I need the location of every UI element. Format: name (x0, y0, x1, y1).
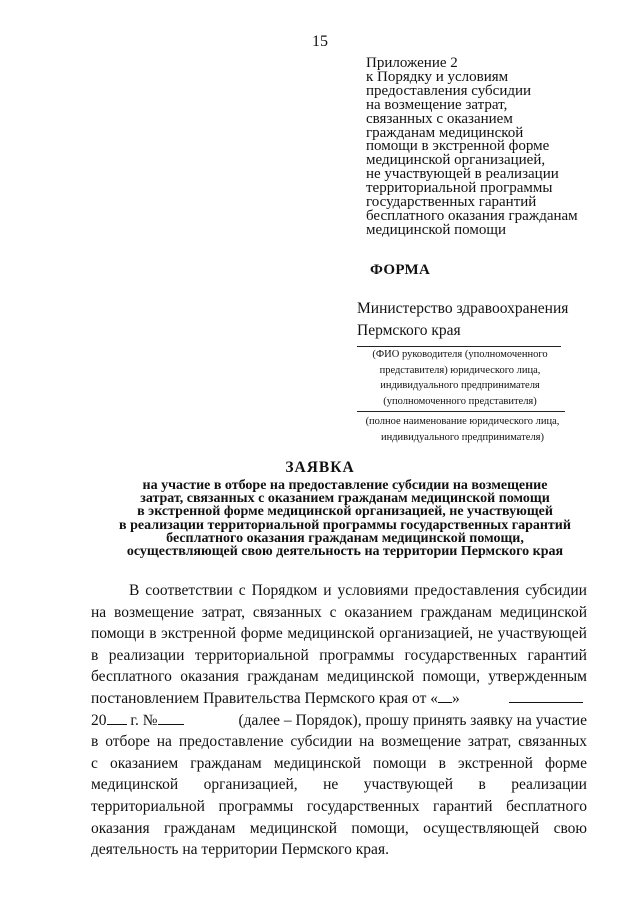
day-blank[interactable] (438, 688, 452, 703)
resolution-date-prefix: постановлением Правительства Пермского края от « (91, 689, 438, 707)
word: государственных (404, 646, 518, 664)
word: оказания (91, 819, 150, 837)
word: утвержденным (488, 668, 587, 686)
word: субсидии (525, 582, 587, 599)
year-prefix: 20 (91, 711, 107, 729)
appendix-line: помощи в экстренной форме (366, 138, 550, 155)
caption-line: индивидуального предпринимателя) (380, 431, 545, 443)
word: медицинской (326, 668, 415, 686)
number-prefix: г. № (130, 711, 158, 729)
word: программы (319, 646, 395, 664)
word: гражданам (190, 754, 262, 772)
word: гражданам (247, 668, 319, 686)
word: медицинской (499, 603, 587, 621)
word: в (478, 776, 486, 794)
body-line: деятельность на территории Пермского края. (91, 841, 389, 859)
word: затрат, (467, 733, 512, 751)
word: на (156, 733, 172, 751)
number-blank[interactable] (158, 710, 184, 725)
word: в (91, 646, 99, 664)
body-line (91, 666, 587, 688)
word: помощи, (351, 819, 409, 837)
appendix-line: на возмещение затрат, (366, 96, 508, 113)
appendix-line: гражданам медицинской (366, 124, 524, 141)
word: бесплатного (506, 797, 587, 815)
word: предоставления (414, 582, 520, 599)
body-line (91, 731, 587, 753)
word: в (91, 733, 99, 751)
word: государственных (306, 797, 420, 815)
appendix-line: связанных с оказанием (366, 110, 513, 127)
word: участвующей (497, 625, 587, 643)
caption-line: (полное наименование юридического лица, (365, 416, 560, 427)
body-line (91, 688, 587, 710)
word: с (91, 754, 98, 772)
word: бесплатного (91, 668, 172, 686)
addressee (357, 298, 568, 342)
subtitle-line: в реализации территориальной программы государственных гарантий (119, 517, 571, 533)
word: медицинской (249, 819, 338, 837)
appendix-line: медицинской организацией, (366, 152, 546, 169)
word: территориальной (194, 646, 309, 664)
appendix-line: территориальной программы (366, 180, 553, 197)
caption-line: представителя) юридического лица, (379, 364, 541, 376)
page-number: 15 (312, 33, 328, 50)
word: медицинской (287, 625, 375, 643)
word: не (323, 776, 339, 794)
word: отборе (105, 733, 150, 751)
word: и (323, 582, 332, 599)
word: гражданам (164, 819, 236, 837)
appendix-header (366, 57, 626, 238)
word: организацией, (379, 625, 474, 643)
word: осуществляющей (423, 819, 540, 837)
word: связанных (518, 733, 587, 751)
subtitle-line: осуществляющей свою деятельность на территории Пермского края (126, 544, 564, 560)
word: на (91, 603, 107, 621)
document-subtitle (60, 479, 630, 558)
word: В (129, 582, 140, 599)
org-caption (345, 414, 580, 445)
body-paragraph (91, 580, 587, 861)
body-line (91, 645, 587, 667)
word: с (329, 603, 337, 621)
subtitle-line: затрат, связанных с оказанием гражданам медицинской помощи (140, 491, 550, 507)
word: организацией, (203, 776, 298, 794)
fio-caption (345, 347, 575, 409)
word: субсидии (290, 733, 353, 751)
word: не (477, 625, 493, 643)
org-fill-line[interactable] (357, 411, 565, 412)
appendix-line: не участвующей в реализации (366, 166, 559, 183)
caption-line: (ФИО руководителя (уполномоченного (372, 349, 548, 360)
body-text (91, 710, 184, 732)
appendix-line: предоставления субсидии (366, 82, 532, 99)
word: экстренной (161, 625, 237, 643)
word: связанных (252, 603, 322, 621)
subtitle-line: в экстренной форме медицинской организацией, не участвующей (137, 504, 553, 520)
appendix-line: медицинской помощи (366, 221, 506, 238)
word: гарантий (433, 797, 493, 815)
word: территориальной (91, 797, 205, 815)
addressee-line-1: Министерство здравоохранения (357, 300, 569, 317)
word: в (149, 625, 157, 643)
word: реализации (108, 646, 185, 664)
word: оказанием (344, 603, 413, 621)
word: Порядком (251, 582, 318, 599)
word: в (438, 754, 446, 772)
word: соответствии (145, 582, 233, 599)
appendix-line: государственных гарантий (366, 194, 537, 211)
word: затрат, (201, 603, 246, 621)
subtitle-line: на участие в отборе на предоставление субсидии на возмещение (142, 478, 548, 493)
month-blank[interactable] (509, 688, 583, 703)
word: на (359, 733, 375, 751)
body-text: (далее – Порядок), прошу принять заявку на участие (238, 711, 587, 729)
word: гражданам (420, 603, 492, 621)
word: оказанием (109, 754, 179, 772)
word: возмещение (381, 733, 462, 751)
word: предоставление (178, 733, 284, 751)
body-line (91, 818, 587, 840)
form-label: ФОРМА (370, 262, 431, 278)
year-blank[interactable] (107, 710, 127, 725)
body-line (91, 774, 587, 796)
body-line (91, 753, 587, 775)
word: реализации (511, 776, 587, 794)
word: свою (553, 819, 587, 837)
body-line (91, 580, 587, 602)
body-line (91, 602, 587, 624)
word: экстренной (458, 754, 533, 772)
word: гарантий (527, 646, 587, 664)
word: форме (545, 754, 587, 772)
body-text (91, 688, 460, 710)
word: медицинской (273, 754, 361, 772)
body-line (91, 623, 587, 645)
subtitle-line: бесплатного оказания гражданам медицинской помощи, (166, 530, 524, 546)
appendix-line: бесплатного оказания гражданам (366, 207, 578, 224)
word: возмещение (114, 603, 194, 621)
word: медицинской (91, 776, 179, 794)
word: условиями (337, 582, 409, 599)
quote-close: » (451, 689, 460, 707)
addressee-line-2: Пермского края (357, 322, 461, 339)
appendix-line: к Порядку и условиям (366, 68, 509, 85)
document-title: ЗАЯВКА (285, 459, 355, 476)
word: оказания (180, 668, 239, 686)
word: помощи (91, 625, 145, 643)
caption-line: индивидуального предпринимателя (380, 380, 540, 392)
caption-line: (уполномоченного представителя) (383, 395, 537, 407)
word: программы (218, 797, 294, 815)
word: участвующей (363, 776, 453, 794)
appendix-line: Приложение 2 (366, 55, 458, 71)
word: помощи, (422, 668, 480, 686)
word: помощи (373, 754, 427, 772)
word: форме (240, 625, 283, 643)
body-line (91, 796, 587, 818)
word: с (238, 582, 246, 599)
body-line (91, 710, 587, 732)
